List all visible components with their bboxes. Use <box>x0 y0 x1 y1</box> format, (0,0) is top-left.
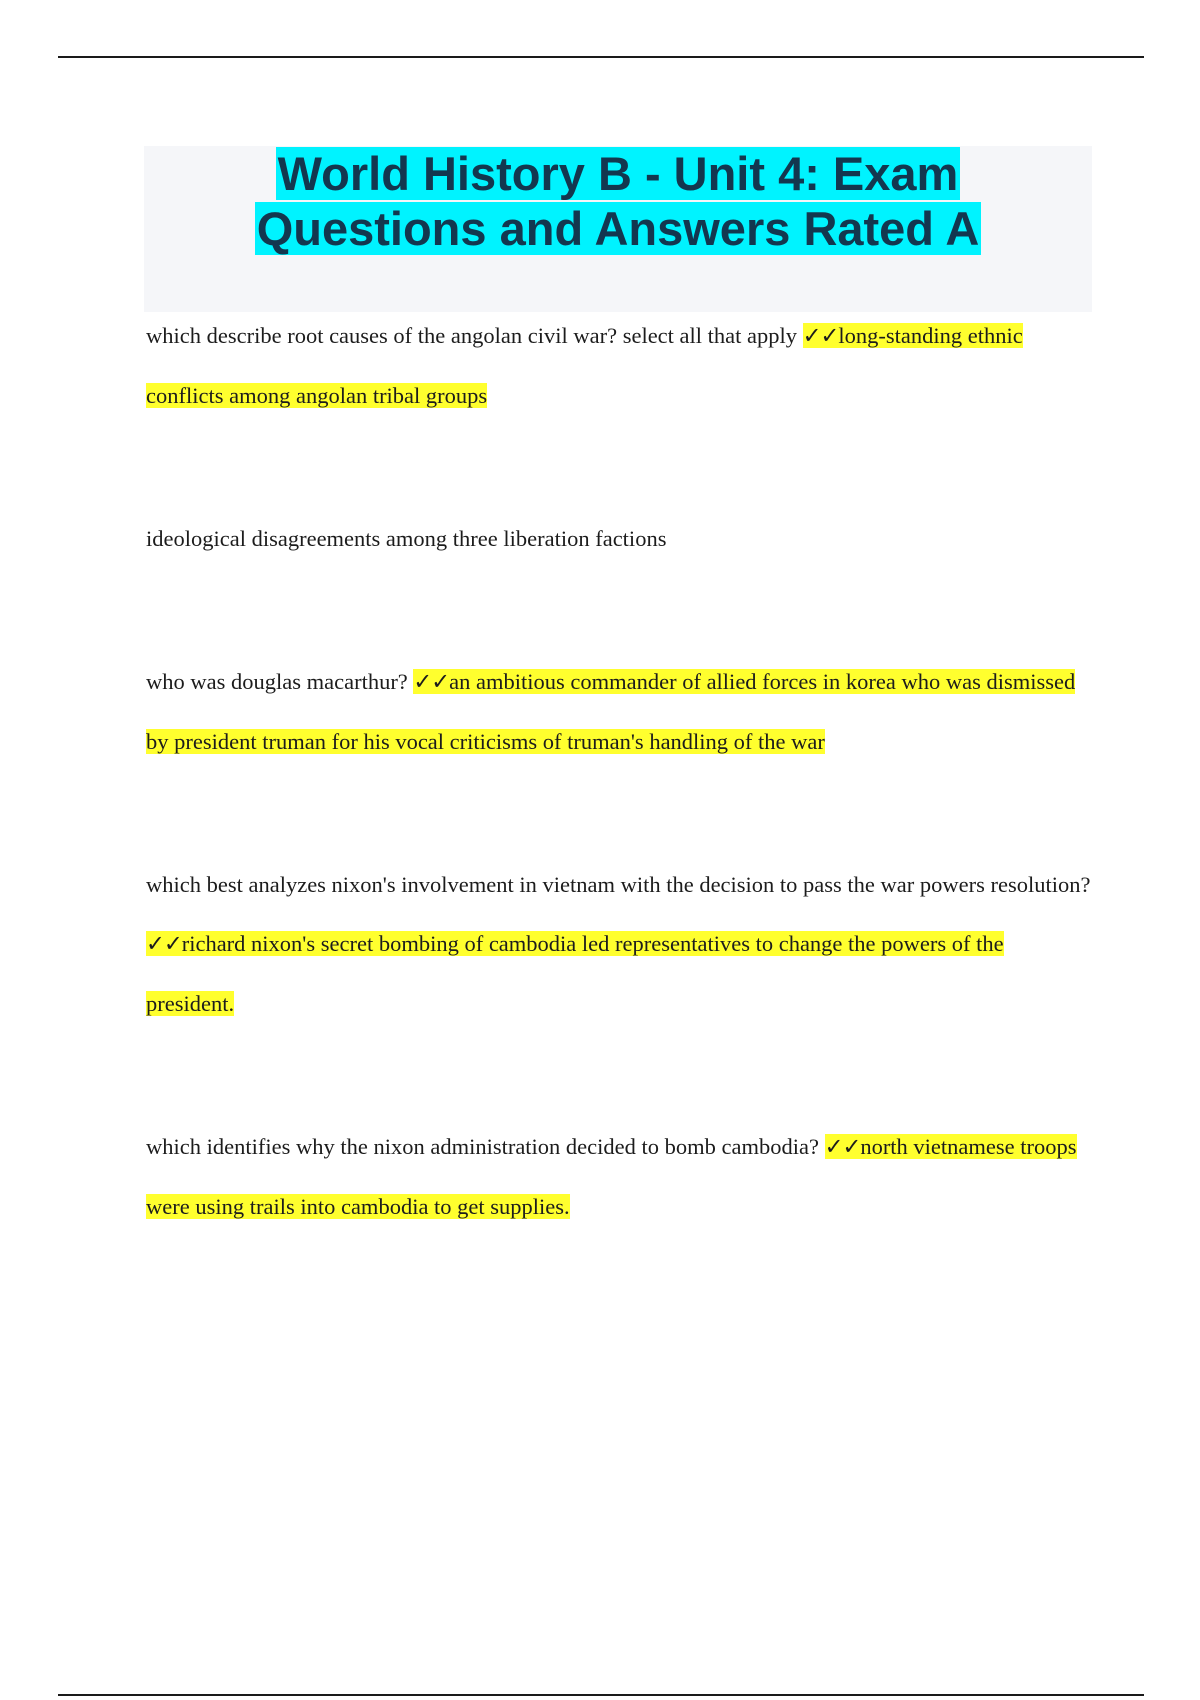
qa-item <box>146 855 1092 1033</box>
qa-item <box>146 509 1092 568</box>
title-line-2: Questions and Answers Rated A <box>256 202 980 255</box>
check-icon: ✓✓ <box>802 323 839 349</box>
qa-item <box>146 306 1092 425</box>
check-icon: ✓✓ <box>824 1134 861 1160</box>
question-text: which best analyzes nixon's involvement in vietnam with the decision to pass the war powers resolution? <box>146 872 1091 897</box>
header-rule <box>58 56 1144 58</box>
option-text: ideological disagreements among three liberation factions <box>146 526 667 551</box>
qa-item <box>146 652 1092 771</box>
question-text: which describe root causes of the angolan civil war? select all that apply <box>146 323 798 348</box>
question-text: who was douglas macarthur? <box>146 669 408 694</box>
check-icon: ✓✓ <box>146 931 182 957</box>
qa-content <box>146 306 1092 1236</box>
answer-highlight <box>146 931 1004 1016</box>
answer-text: richard nixon's secret bombing of cambodia led representatives to change the powers of the president. <box>146 931 1004 1016</box>
title-line-1: World History B - Unit 4: Exam <box>277 147 959 200</box>
check-icon: ✓✓ <box>413 669 450 695</box>
qa-item <box>146 1117 1092 1236</box>
answer-text: north vietnamese troops were using trails into cambodia to get supplies. <box>146 1134 1077 1219</box>
document-title <box>144 146 1092 256</box>
footer-rule <box>58 1694 1144 1696</box>
answer-text: long-standing ethnic conflicts among angolan tribal groups <box>146 323 1023 408</box>
question-text: which identifies why the nixon administration decided to bomb cambodia? <box>146 1134 819 1159</box>
answer-text: an ambitious commander of allied forces in korea who was dismissed by president truman for his vocal criticisms of truman's handling of the war <box>146 669 1076 754</box>
